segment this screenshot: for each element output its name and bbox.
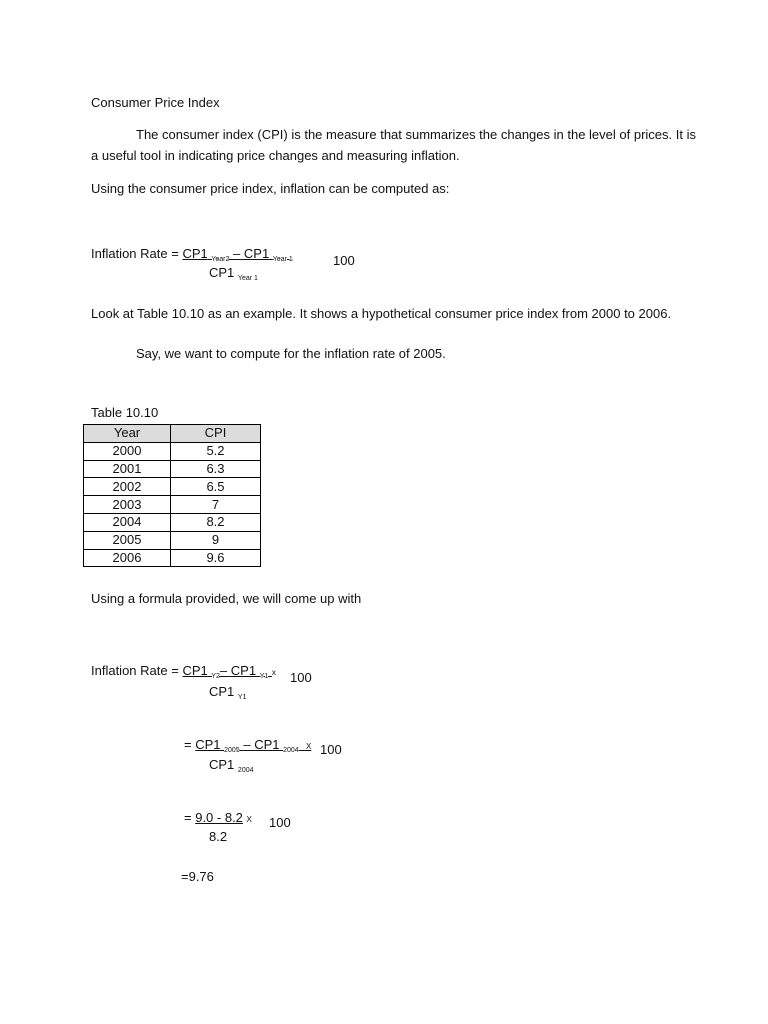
cell-cpi: 6.5 <box>171 478 261 496</box>
header-year: Year <box>84 425 171 443</box>
header-cpi: CPI <box>171 425 261 443</box>
step-1-numerator: CP1 $_{2005}$ – CP1 $_{2004}$ X <box>195 737 312 754</box>
formula-1-denominator: CP1 $_{Year 1}$ <box>209 265 258 282</box>
table-row <box>84 478 261 496</box>
formula-1-hundred: 100 <box>333 253 355 268</box>
cell-year: 2001 <box>84 460 171 478</box>
step-2-hundred: 100 <box>269 815 291 830</box>
cell-year: 2002 <box>84 478 171 496</box>
cell-cpi: 9 <box>171 531 261 549</box>
formula-2-numerator-line <box>91 663 276 681</box>
formula-1-label: Inflation Rate = <box>91 246 179 261</box>
formula-intro: Using the consumer price index, inflation can be computed as: <box>91 181 450 196</box>
cell-cpi: 5.2 <box>171 442 261 460</box>
cpi-table <box>83 424 261 567</box>
step-2-times: X <box>246 815 252 824</box>
document-title: Consumer Price Index <box>91 95 220 110</box>
table-header-row <box>84 425 261 443</box>
table-row <box>84 496 261 514</box>
formula-2-times: x <box>271 668 276 677</box>
step-1-numerator-line: = CP1 $_{2005}$ – CP1 $_{2004}$ X <box>184 737 312 754</box>
result: =9.76 <box>181 869 214 884</box>
step-2-numerator: 9.0 - 8.2 <box>195 810 243 825</box>
table-caption: Table 10.10 <box>91 405 159 420</box>
step-1-denominator: CP1 $_{2004}$ <box>209 757 254 774</box>
intro-line-2: a useful tool in indicating price changes and measuring inflation. <box>91 148 460 163</box>
step-2-denominator: 8.2 <box>209 829 228 844</box>
cell-year: 2000 <box>84 442 171 460</box>
table-row <box>84 549 261 567</box>
formula-2-numerator: CP1 $_{Y2}$– CP1 $_{Y1}$ <box>182 663 269 680</box>
example-text: Look at Table 10.10 as an example. It shows a hypothetical consumer price index from 2000 to 2006. <box>91 306 672 321</box>
cell-year: 2003 <box>84 496 171 514</box>
intro-line-1: The consumer index (CPI) is the measure that summarizes the changes in the level of prices. It is <box>136 127 696 142</box>
table-row <box>84 531 261 549</box>
formula-2-hundred: 100 <box>290 670 312 685</box>
table-row <box>84 513 261 531</box>
cell-year: 2005 <box>84 531 171 549</box>
step-2-numerator-line: = 9.0 - 8.2 X <box>184 810 252 825</box>
table-row <box>84 460 261 478</box>
formula-2-label: Inflation Rate = <box>91 663 179 678</box>
cell-cpi: 6.3 <box>171 460 261 478</box>
using-text: Using a formula provided, we will come up with <box>91 591 362 606</box>
step-1-hundred: 100 <box>320 742 342 757</box>
cell-year: 2006 <box>84 549 171 567</box>
formula-2-denominator: CP1 $_{Y1}$ <box>209 684 247 701</box>
formula-1-numerator: CP1 $_{Year2}$ – CP1 $_{Year 1}$ <box>182 246 293 263</box>
cell-cpi: 8.2 <box>171 513 261 531</box>
cell-year: 2004 <box>84 513 171 531</box>
cell-cpi: 7 <box>171 496 261 514</box>
table-row <box>84 442 261 460</box>
formula-1-numerator-line <box>91 246 293 262</box>
cell-cpi: 9.6 <box>171 549 261 567</box>
say-text: Say, we want to compute for the inflation rate of 2005. <box>136 346 446 361</box>
